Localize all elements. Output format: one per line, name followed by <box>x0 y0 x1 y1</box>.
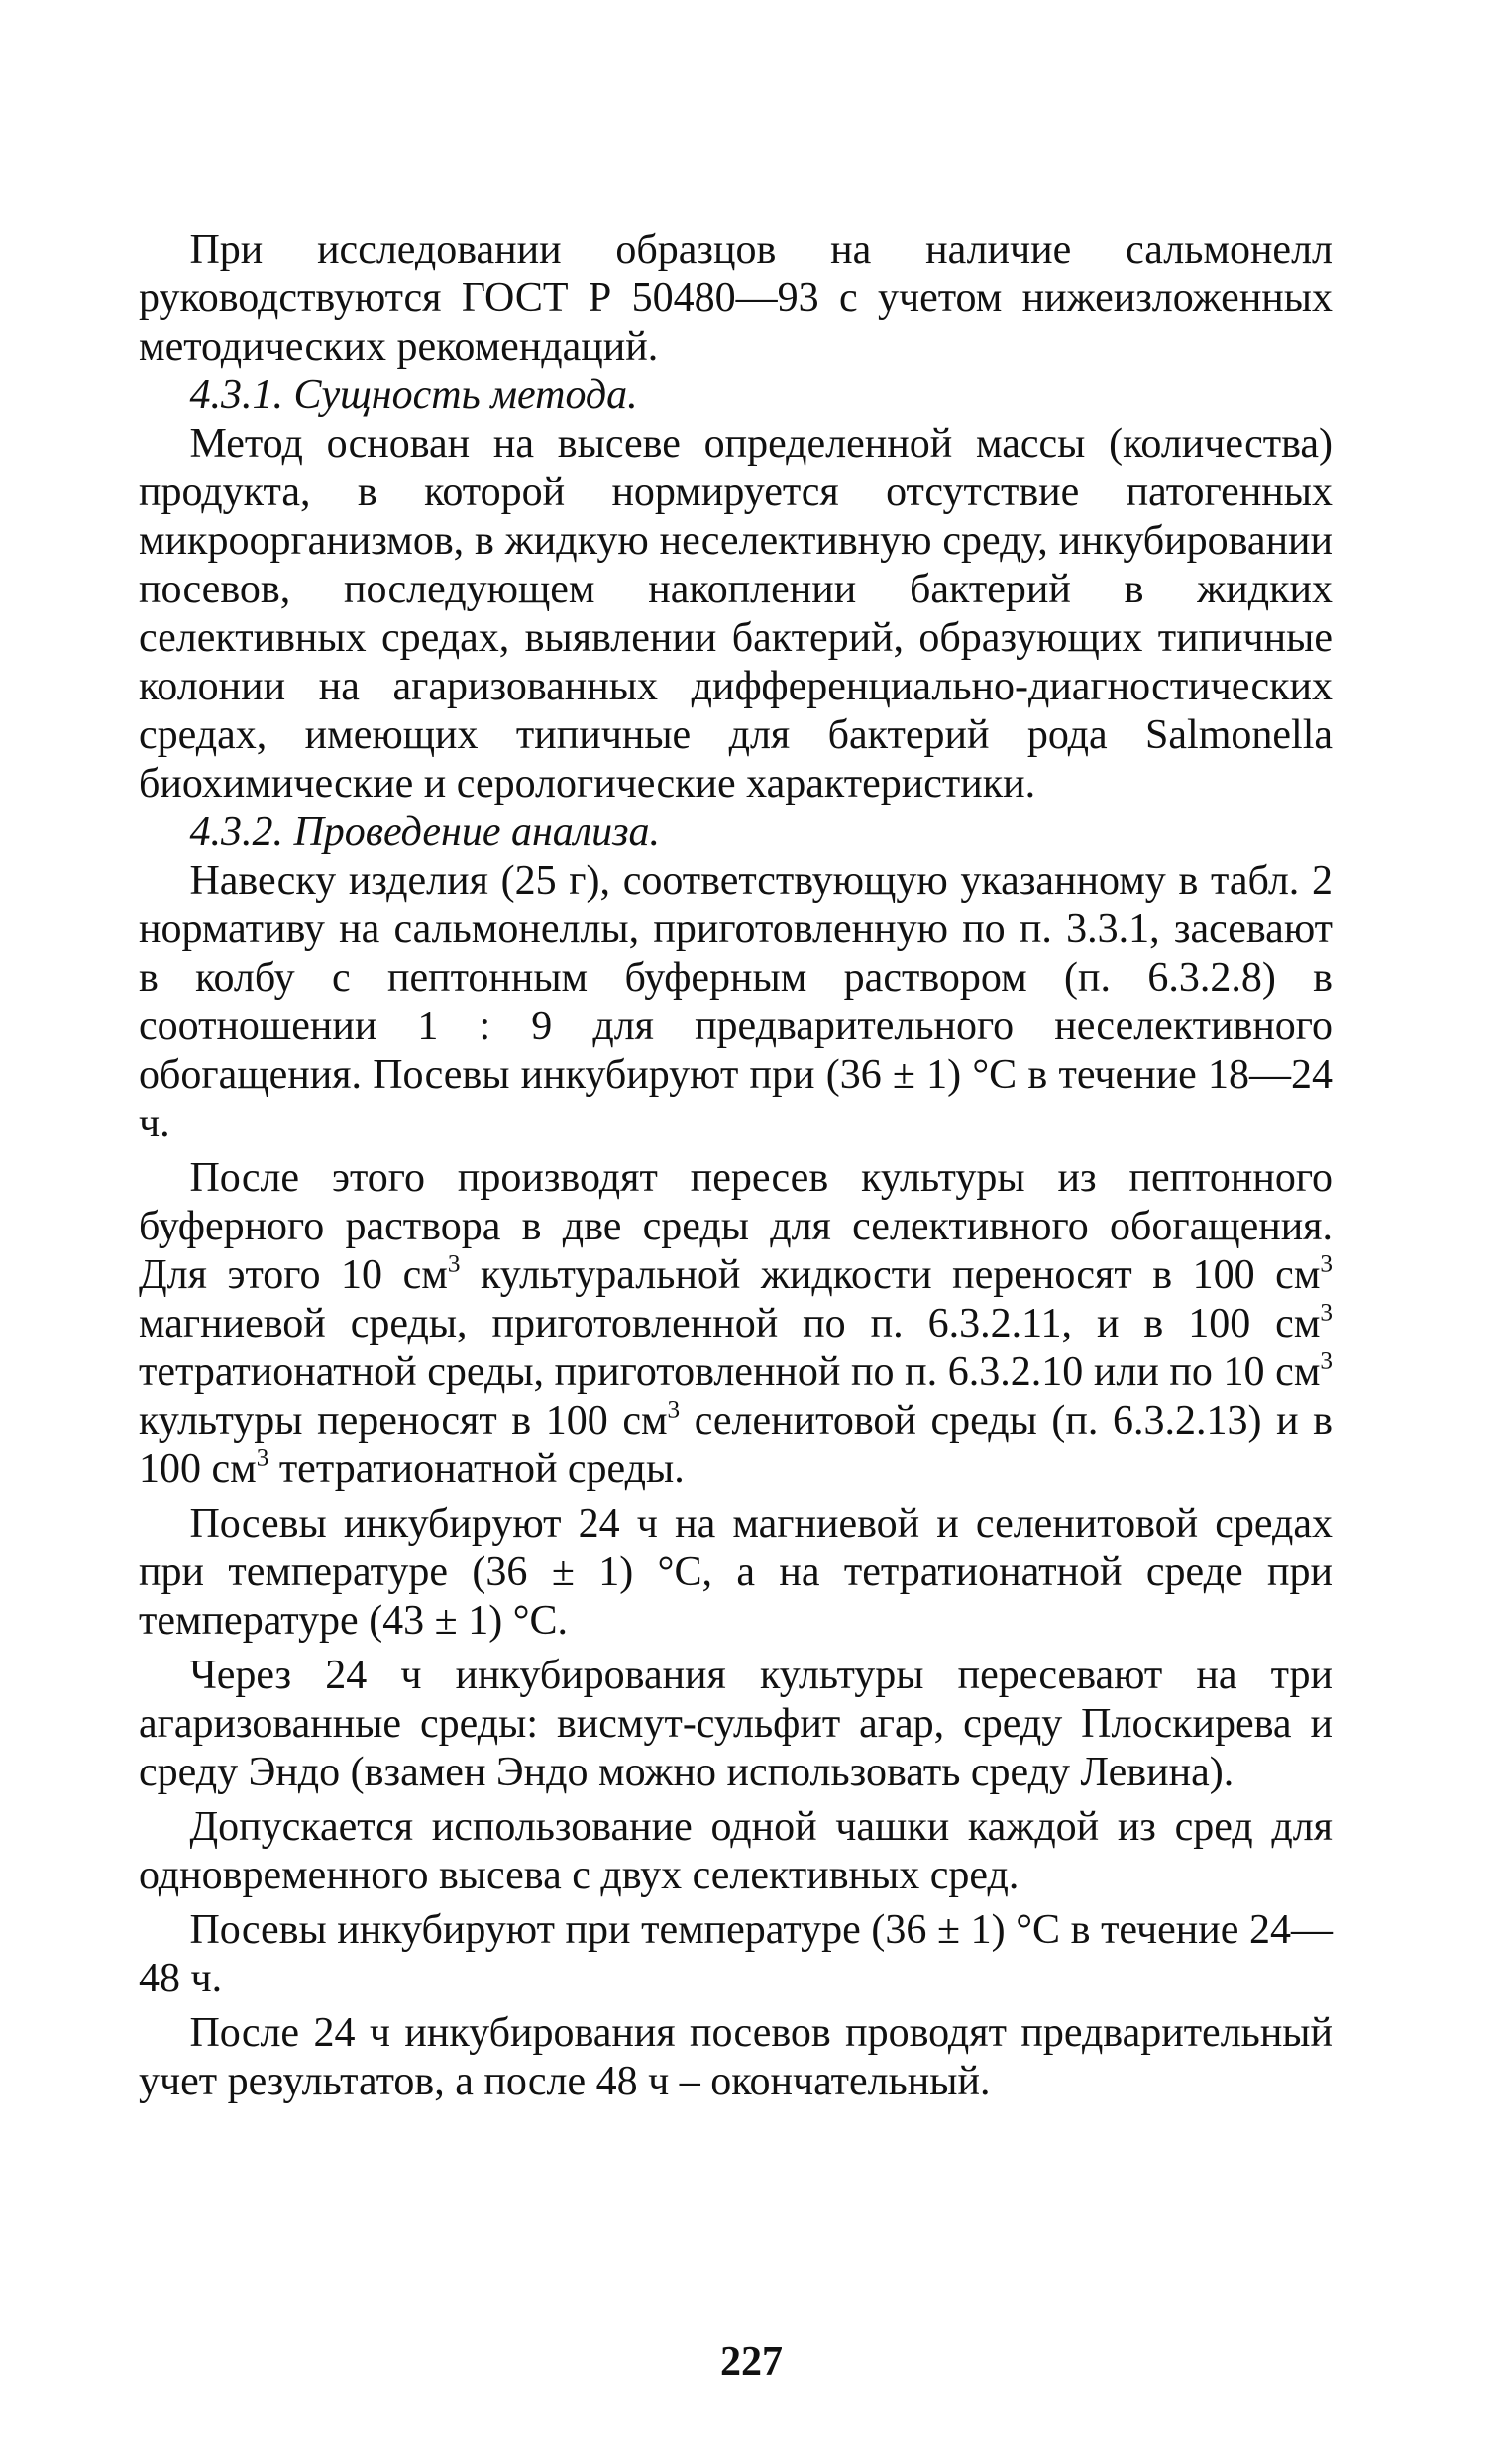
paragraph-sample: Навеску изделия (25 г), соответствующую указанному в табл. 2 нормативу на сальмонеллы, приготовленную по п. 3.3.1, засевают в колбу с пептонным буферным раствором (п. 6.3.2.8) в соотношении 1 : 9 для предварительного неселективного обогащения. Посевы инкубируют при (36 ± 1) °С в течение 18—24 ч. <box>139 858 1333 1146</box>
superscript-3: 3 <box>256 1445 269 1472</box>
superscript-3: 3 <box>1320 1250 1333 1278</box>
text-run: тетратионатной среды. <box>268 1446 685 1492</box>
paragraph-transfer <box>139 1154 1333 1494</box>
subheading-essence-of-method: 4.3.1. Сущность метода. <box>189 373 638 418</box>
subheading-analysis-procedure: 4.3.2. Проведение анализа. <box>189 809 661 855</box>
superscript-3: 3 <box>1320 1347 1333 1375</box>
paragraph-temperature: Посевы инкубируют при температуре (36 ± 1) °С в течение 24—48 ч. <box>139 1907 1333 2001</box>
text-run: селенитовой среды (п. 6.3.2.13) и в 100 см <box>139 1398 1333 1492</box>
paragraph-incubate: Посевы инкубируют 24 ч на магниевой и селенитовой средах при температуре (36 ± 1) °С, а на тетратионатной среде при температуре (43 ± 1) °С. <box>139 1501 1333 1644</box>
superscript-3: 3 <box>447 1250 461 1278</box>
superscript-3: 3 <box>667 1396 681 1424</box>
paragraph-results: После 24 ч инкубирования посевов проводят предварительный учет результатов, а после 48 ч – окончательный. <box>139 2010 1333 2104</box>
text-run: культуры переносят в 100 см <box>139 1398 668 1444</box>
text-run: После этого производят пересев культуры из пептонного буферного раствора в две среды для селективного обогащения. Для этого 10 см <box>139 1155 1333 1298</box>
superscript-3: 3 <box>1320 1299 1333 1327</box>
paragraph-intro: При исследовании образцов на наличие сальмонелл руководствуются ГОСТ Р 50480—93 с учетом нижеизложенных методических рекомендаций. <box>139 227 1333 370</box>
body-text <box>139 226 1333 2106</box>
text-run: тетратионатной среды, приготовленной по п. 6.3.2.10 или по 10 см <box>139 1349 1321 1395</box>
text-run: магниевой среды, приготовленной по п. 6.3.2.11, и в 100 см <box>139 1301 1321 1346</box>
paragraph-method: Метод основан на высеве определенной массы (количества) продукта, в которой нормируется отсутствие патогенных микроорганизмов, в жидкую неселективную среду, инкубировании посевов, последующем накоплении бактерий в жидких селективных средах, выявлении бактерий, образующих типичные колонии на агаризованных дифференциально-диагностических средах, имеющих типичные для бактерий рода Salmonella биохимические и серологические характеристики. <box>139 421 1333 806</box>
page-number: 227 <box>720 2339 783 2385</box>
paragraph-agar-media: Через 24 ч инкубирования культуры пересевают на три агаризованные среды: висмут-сульфит агар, среду Плоскирева и среду Эндо (взамен Эндо можно использовать среду Левина). <box>139 1653 1333 1795</box>
text-run: культуральной жидкости переносят в 100 см <box>460 1252 1321 1298</box>
paragraph-single-dish: Допускается использование одной чашки каждой из сред для одновременного высева с двух селективных сред. <box>139 1804 1333 1898</box>
